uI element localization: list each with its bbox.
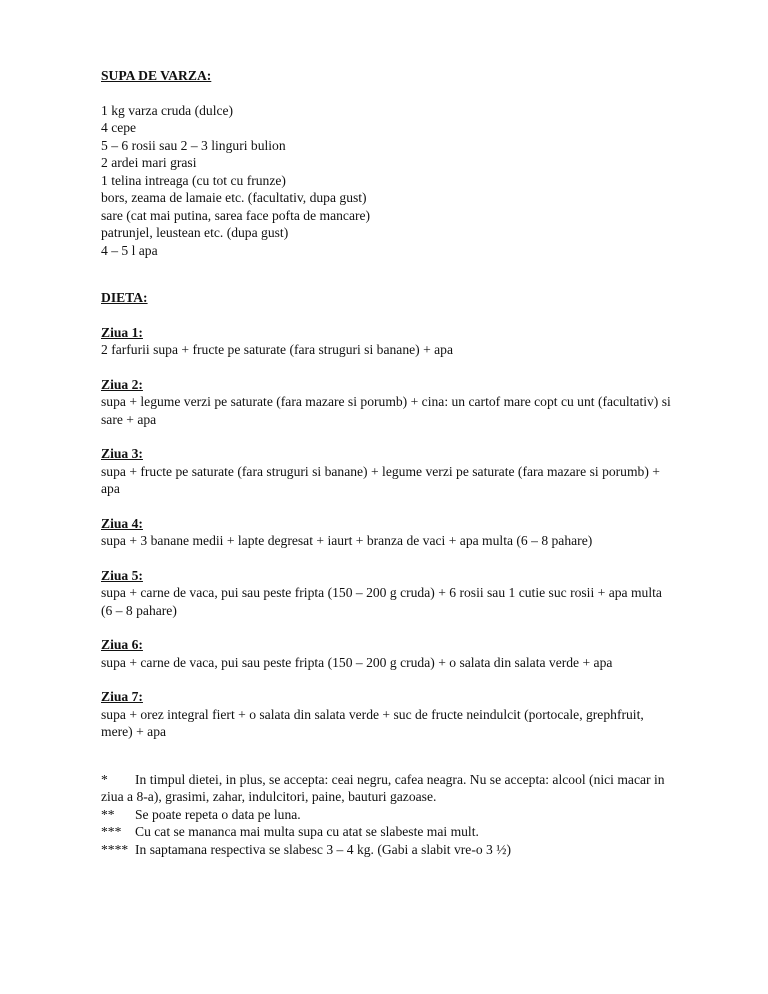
day-block-5 [101, 567, 701, 620]
note-text: Cu cat se mananca mai multa supa cu atat se slabeste mai mult. [135, 824, 479, 839]
notes-section [101, 771, 701, 859]
day-block-3 [101, 445, 701, 498]
ingredient-item: patrunjel, leustean etc. (dupa gust) [101, 225, 289, 240]
ingredient-item: bors, zeama de lamaie etc. (facultativ, dupa gust) [101, 190, 367, 205]
day-label: Ziua 3: [101, 446, 143, 461]
note-item [101, 771, 681, 806]
day-block-1 [101, 324, 701, 359]
note-mark: **** [101, 841, 129, 857]
diet-section [101, 289, 701, 741]
note-text: In timpul dietei, in plus, se accepta: ceai negru, cafea neagra. Nu se accepta: alcool (nici macar in ziua a 8-a), grasimi, zahar, indulcitori, paine, bauturi gazoase. [101, 771, 665, 804]
day-block-4 [101, 515, 701, 550]
day-text: supa + orez integral fiert + o salata din salata verde + suc de fructe neindulcit (portocale, grephfruit, mere) + apa [101, 706, 644, 739]
day-text: supa + carne de vaca, pui sau peste fripta (150 – 200 g cruda) + 6 rosii sau 1 cutie suc rosii + apa multa (6 – 8 pahare) [101, 585, 662, 618]
note-item [101, 823, 681, 841]
note-text: In saptamana respectiva se slabesc 3 – 4 kg. (Gabi a slabit vre-o 3 ½) [135, 841, 511, 857]
ingredient-item: 2 ardei mari grasi [101, 155, 197, 170]
day-label: Ziua 4: [101, 515, 143, 531]
ingredient-item: 4 cepe [101, 120, 137, 135]
document-page [101, 67, 701, 858]
note-item [101, 806, 681, 824]
day-label: Ziua 5: [101, 567, 143, 583]
ingredient-item: 1 telina intreaga (cu tot cu frunze) [101, 172, 286, 188]
note-item [101, 841, 681, 859]
day-block-7 [101, 688, 701, 741]
ingredient-item: sare (cat mai putina, sarea face pofta de mancare) [101, 207, 371, 223]
day-block-6 [101, 636, 701, 671]
ingredient-list [101, 102, 701, 260]
day-text: supa + carne de vaca, pui sau peste fripta (150 – 200 g cruda) + o salata din salata verde + apa [101, 654, 613, 670]
recipe-section [101, 67, 701, 259]
note-mark: *** [101, 824, 122, 839]
day-label: Ziua 6: [101, 637, 143, 652]
ingredient-item: 1 kg varza cruda (dulce) [101, 102, 234, 118]
note-mark: ** [101, 806, 115, 822]
day-label: Ziua 2: [101, 376, 143, 392]
day-text: supa + fructe pe saturate (fara struguri si banane) + legume verzi pe saturate (fara mazare si porumb) + apa [101, 463, 660, 496]
day-text: supa + legume verzi pe saturate (fara mazare si porumb) + cina: un cartof mare copt cu unt (facultativ) si sare + apa [101, 394, 671, 427]
note-text: Se poate repeta o data pe luna. [135, 806, 301, 822]
diet-title: DIETA: [101, 290, 148, 305]
day-text: supa + 3 banane medii + lapte degresat + iaurt + branza de vaci + apa multa (6 – 8 pahare) [101, 533, 593, 548]
day-block-2 [101, 376, 701, 429]
day-text: 2 farfurii supa + fructe pe saturate (fara struguri si banane) + apa [101, 342, 453, 357]
ingredient-item: 4 – 5 l apa [101, 242, 158, 258]
ingredient-item: 5 – 6 rosii sau 2 – 3 linguri bulion [101, 137, 286, 153]
recipe-title: SUPA DE VARZA: [101, 68, 212, 83]
day-label: Ziua 1: [101, 324, 143, 340]
day-label: Ziua 7: [101, 689, 143, 704]
note-mark: * [101, 771, 108, 787]
